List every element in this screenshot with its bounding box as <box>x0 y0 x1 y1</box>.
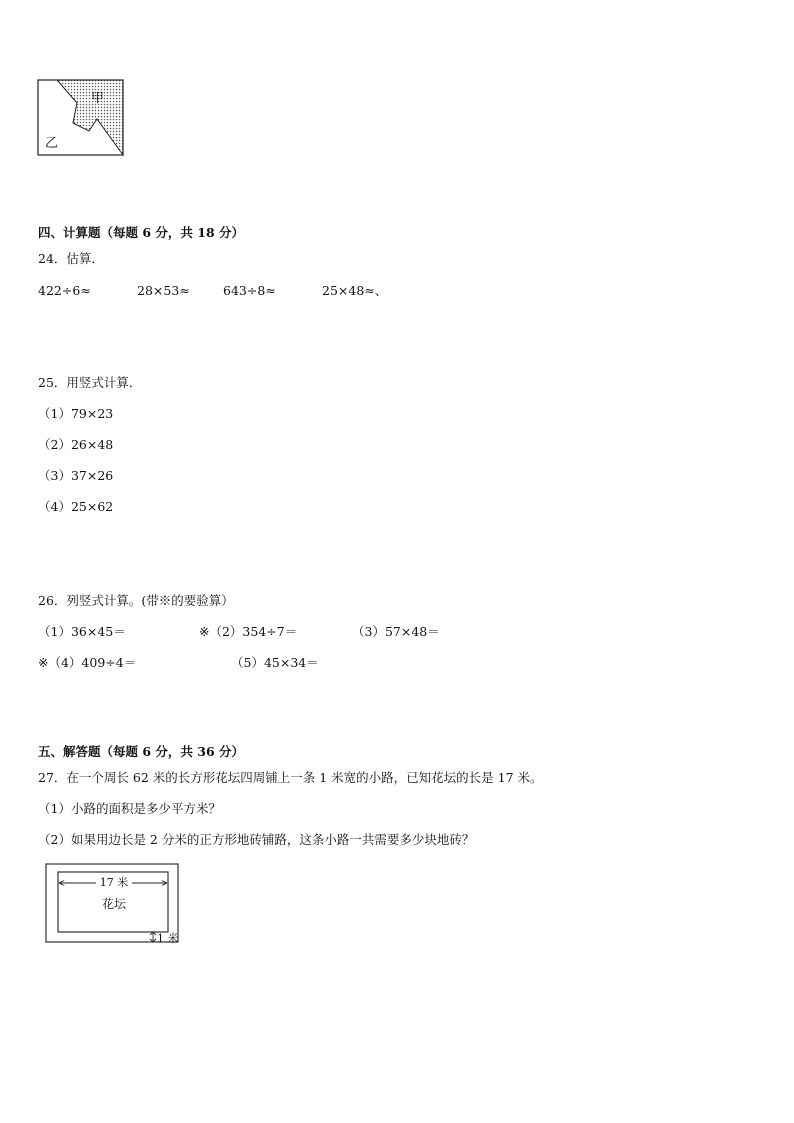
q25-item-4: （4）25×62 <box>38 499 114 514</box>
q25-item-2: （2）26×48 <box>38 437 114 452</box>
label-yi: 乙 <box>45 136 59 151</box>
length-label: 17 米 <box>99 876 129 889</box>
q26-item-5: （5）45×34＝ <box>231 655 319 670</box>
region-jia <box>57 80 123 155</box>
q26-item-1: （1）36×45＝ <box>38 624 126 639</box>
q25-text: 25．用竖式计算． <box>38 375 142 390</box>
q27-sub-2: （2）如果用边长是 2 分米的正方形地砖铺路，这条小路一共需要多少块地砖？ <box>38 832 475 847</box>
section-4-heading: 四、计算题（每题 6 分，共 18 分） <box>38 225 245 240</box>
q24-text: 24．估算． <box>38 251 104 266</box>
q24-item-3: 643÷8≈ <box>223 283 276 298</box>
q25-item-3: （3）37×26 <box>38 468 114 483</box>
width-label: 1 米 <box>157 932 179 945</box>
flower-bed-label: 花坛 <box>101 897 127 911</box>
q26-item-4: ※（4）409÷4＝ <box>38 655 137 670</box>
q24-item-2: 28×53≈ <box>137 283 190 298</box>
q25-item-1: （1）79×23 <box>38 406 114 421</box>
q26-item-3: （3）57×48＝ <box>352 624 440 639</box>
section-5-heading: 五、解答题（每题 6 分，共 36 分） <box>38 744 245 759</box>
q27-sub-1: （1）小路的面积是多少平方米？ <box>38 801 221 816</box>
q26-text: 26．列竖式计算。(带※的要验算） <box>38 593 234 608</box>
q24-item-4: 25×48≈、 <box>322 283 388 298</box>
q26-item-2: ※（2）354÷7＝ <box>199 624 298 639</box>
label-jia: 甲 <box>91 91 105 106</box>
flower-bed-figure <box>44 862 184 946</box>
q24-item-1: 422÷6≈ <box>38 283 91 298</box>
shaded-square-figure <box>37 79 125 157</box>
q27-text: 27．在一个周长 62 米的长方形花坛四周铺上一条 1 米宽的小路，已知花坛的长是 17 米。 <box>38 770 543 785</box>
